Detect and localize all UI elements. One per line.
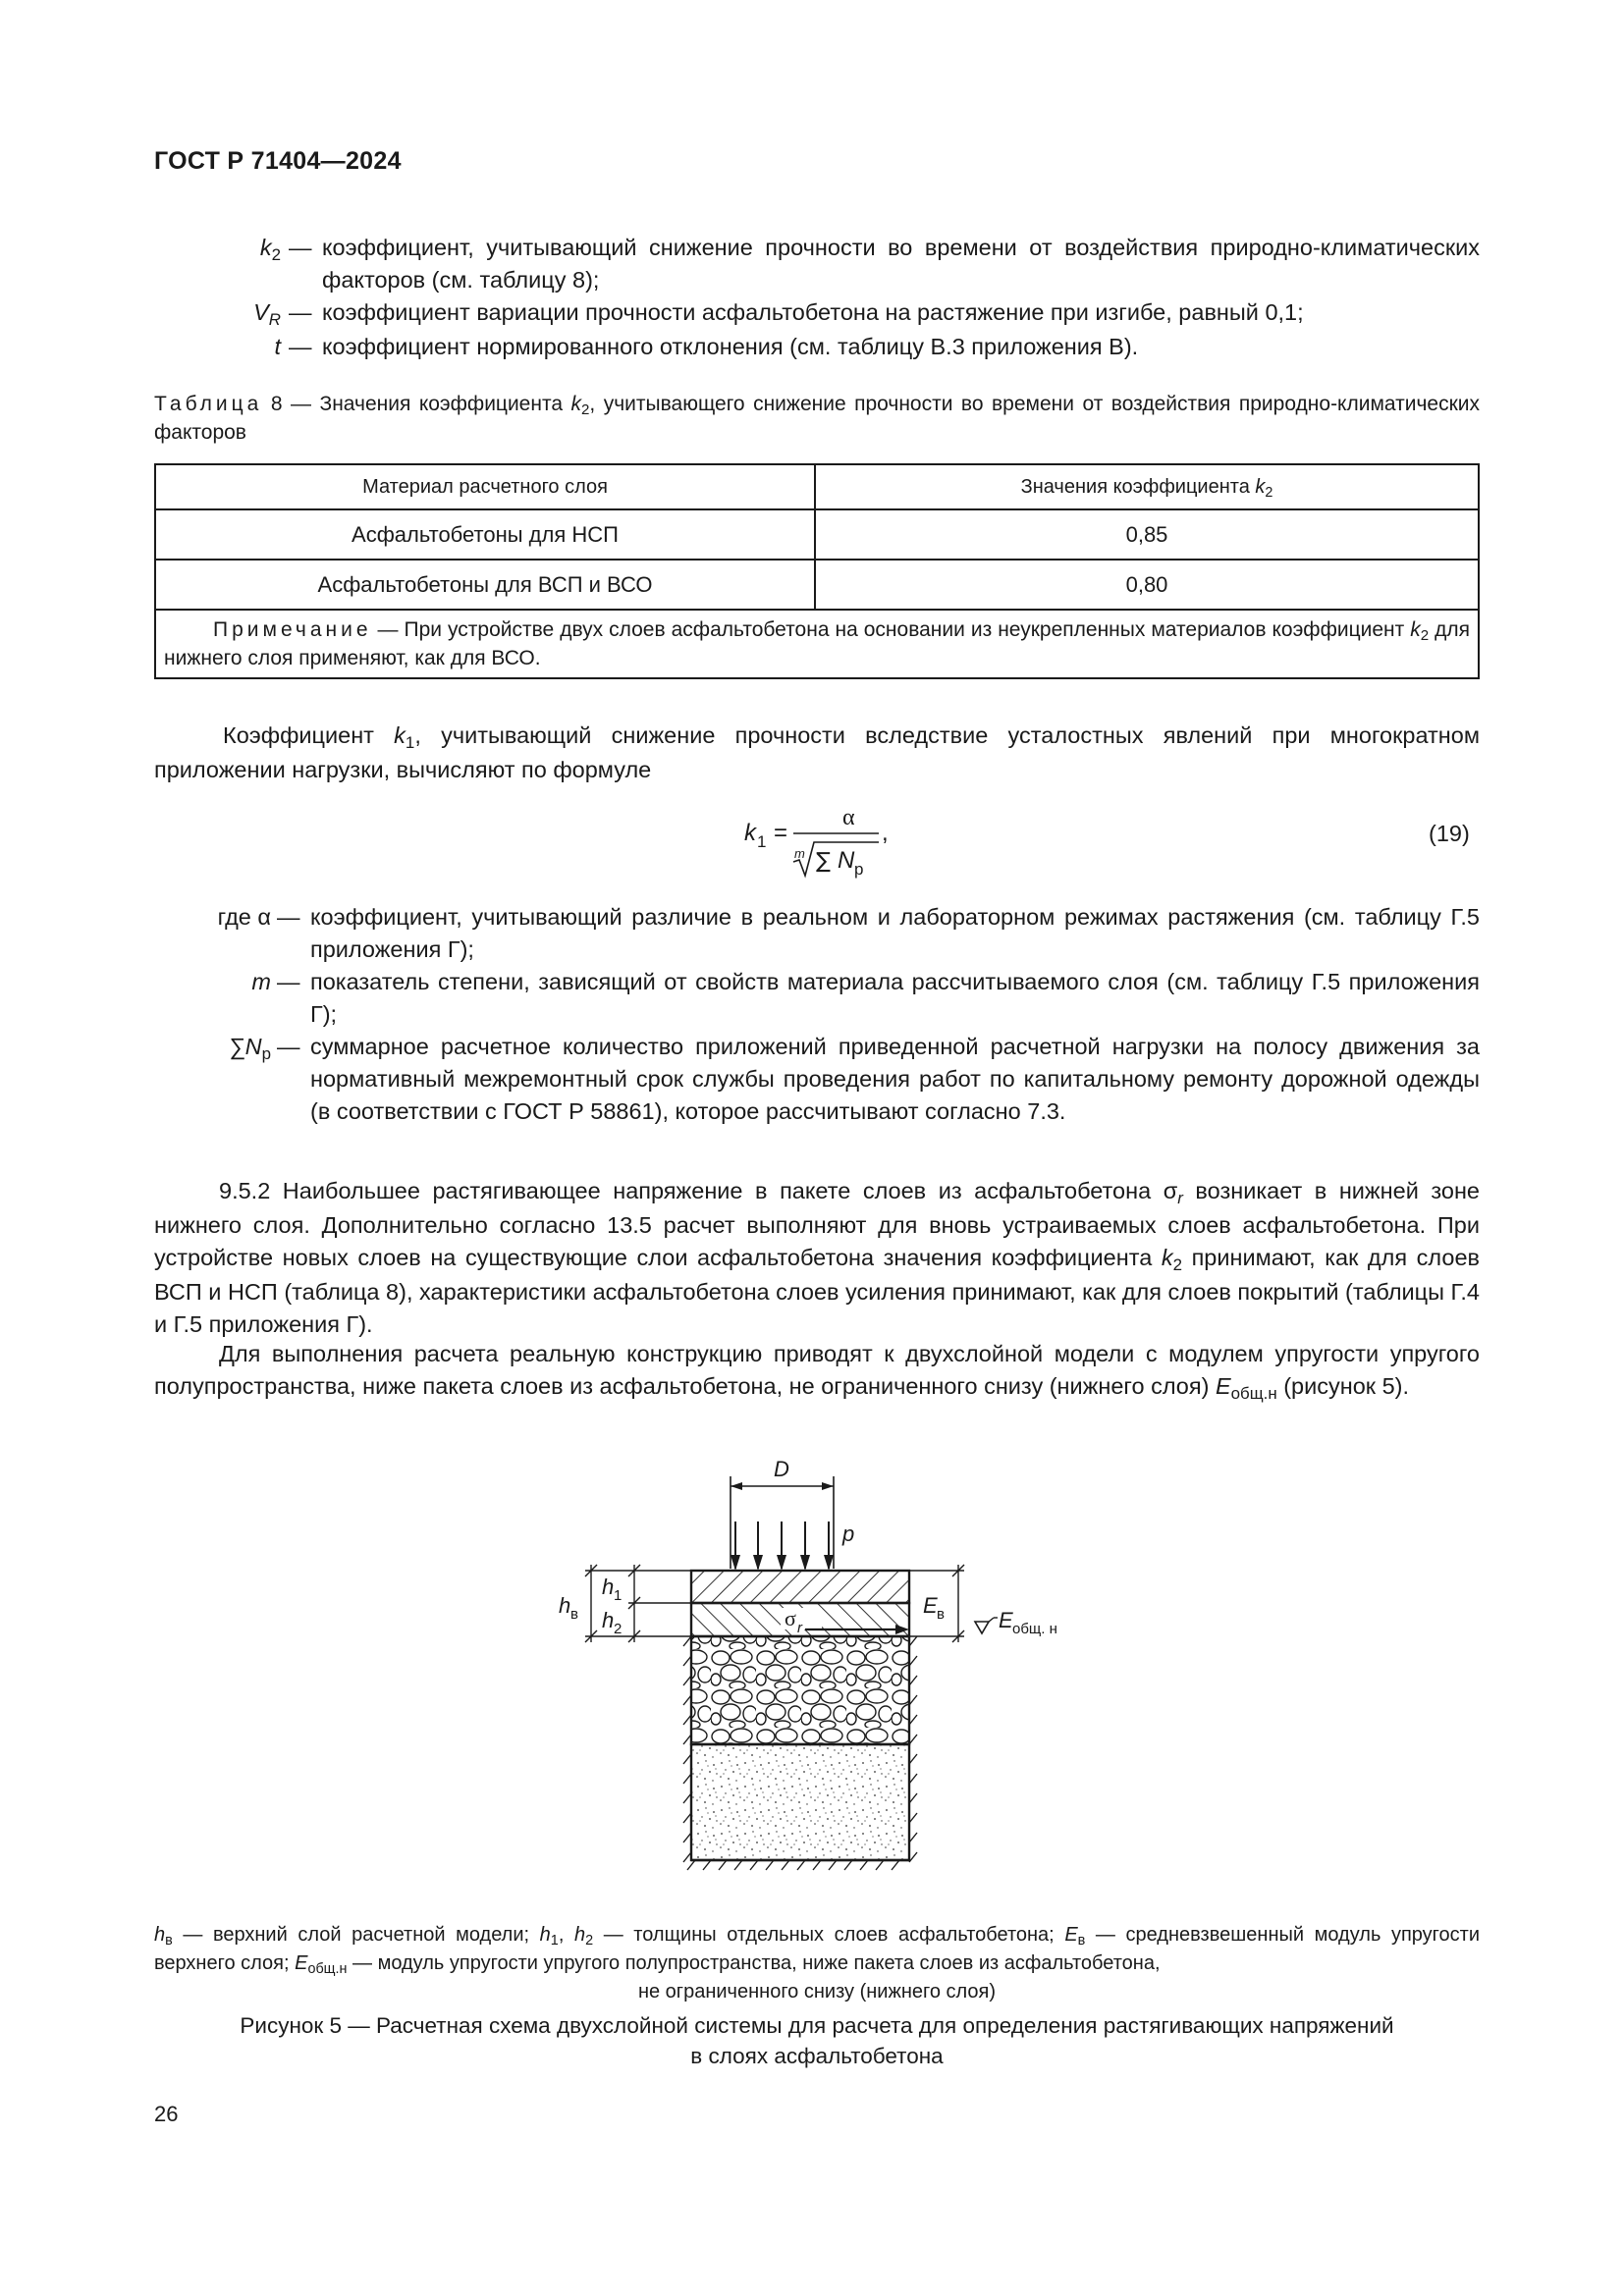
load-arrows <box>731 1522 834 1571</box>
table-cell: 0,85 <box>815 509 1479 560</box>
table-cell: 0,80 <box>815 560 1479 610</box>
figure-5-diagram <box>530 1453 1110 1904</box>
label-eb-sub: в <box>937 1606 945 1623</box>
paragraph-9-5-2: 9.5.2 Наибольшее растягивающее напряжение в пакете слоев из асфальтобетона $\sigma_r$ возникает в нижней зоне нижнего слоя. Дополнительно согласно 13.5 расчет выполняют для вновь устраиваемых слоев асфальтобетона. При устройстве новых слоев на существующие слои асфальтобетона значения коэффициента $k_2$ принимают, как для слоев ВСП и НСП (таблица 8), характеристики асфальтобетона слоев усиления принимают, как для слоев покрытий (таблицы Г.4 и Г.5 приложения Г). <box>154 1178 1480 1337</box>
formula-lhs-sub: 1 <box>757 832 767 851</box>
definition-dash: — <box>289 235 312 260</box>
where-item: m — показатель степени, зависящий от свойств материала рассчитываемого слоя (см. таблицу Г.5 приложения Г); <box>154 966 1480 1031</box>
table-8 <box>154 463 1480 679</box>
table-row <box>155 509 1479 560</box>
table-caption-number: 8 <box>270 393 283 415</box>
table-row <box>155 560 1479 610</box>
label-p: p <box>842 1522 855 1546</box>
label-eb: E <box>923 1593 938 1618</box>
figure-legend: $h_в$ — верхний слой расчетной модели; $h_1$, $h_2$ — толщины отдельных слоев асфальтобетона; $E_в$ — средневзвешенный модуль упругости верхнего слоя; $E_{общ.н}$ — модуль упругости упругого полупространства, ниже пакета слоев из асфальтобетона, не ограниченного снизу (нижнего слоя) <box>154 1924 1480 2002</box>
label-sigma-sub: r <box>797 1620 802 1636</box>
layer-gravel <box>691 1636 909 1744</box>
table-note-row <box>155 610 1479 678</box>
paragraph-model: Для выполнения расчета реальную конструкцию приводят к двухслойной модели с модулем упругости упругого полупространства, ниже пакета слоев из асфальтобетона, не ограниченного снизу (нижнего слоя) $E_{общ.н}$ (рисунок 5). <box>154 1341 1480 1403</box>
label-hb: h <box>559 1593 571 1618</box>
label-d: D <box>774 1457 789 1481</box>
where-symbol: где α <box>217 904 271 930</box>
layer-h1 <box>691 1571 909 1603</box>
label-h2-sub: 2 <box>614 1621 623 1637</box>
table-header-cell: Материал расчетного слоя <box>155 464 815 509</box>
definition-item <box>154 232 1480 296</box>
table-caption-label: Таблица <box>154 393 263 415</box>
formula-lhs: k <box>744 820 756 846</box>
layer-sand <box>691 1744 909 1860</box>
definition-symbol-sub: 2 <box>271 244 281 264</box>
root-sign <box>793 842 879 876</box>
where-text: показатель степени, зависящий от свойств материала рассчитываемого слоя (см. таблицу Г.5 приложения Г); <box>310 969 1480 1027</box>
table-note: Примечание — При устройстве двух слоев асфальтобетона на основании из неукрепленных материалов коэффициент $k_2$ для нижнего слоя применяют, как для ВСО. <box>155 610 1479 678</box>
formula-19 <box>736 805 1129 893</box>
definition-symbol-sub: R <box>268 309 281 329</box>
definition-symbol: V <box>253 299 269 325</box>
document-header: ГОСТ Р 71404—2024 <box>154 147 402 175</box>
label-sigma: σ <box>785 1606 796 1630</box>
definition-symbol: k <box>259 235 272 260</box>
root-index: m <box>794 846 805 861</box>
table-header-cell: Значения коэффициента $k_2$ <box>815 464 1479 509</box>
table-cell: Асфальтобетоны для НСП <box>155 509 815 560</box>
formula-equals: = <box>774 820 788 846</box>
where-symbol: m <box>251 969 271 994</box>
formula-number: (19) <box>1429 821 1470 846</box>
definition-symbol: t <box>274 334 281 359</box>
where-list <box>154 901 1480 1128</box>
where-symbol: ∑N <box>228 1034 262 1059</box>
definition-text: коэффициент нормированного отклонения (см. таблицу В.3 приложения В). <box>322 334 1139 359</box>
definition-dash: — <box>289 299 312 325</box>
definition-item <box>154 296 1480 331</box>
label-h1-sub: 1 <box>614 1587 623 1604</box>
label-eobsh-sub: общ. н <box>1012 1621 1057 1637</box>
definition-text: коэффициент, учитывающий снижение прочности во времени от воздействия природно-климатических факторов (см. таблицу 8); <box>322 235 1480 293</box>
formula-numerator: α <box>842 805 855 830</box>
where-text: коэффициент, учитывающий различие в реальном и лабораторном режимах растяжения (см. таблицу Г.5 приложения Г); <box>310 904 1480 962</box>
label-eobsh: E <box>999 1608 1013 1632</box>
label-hb-sub: в <box>570 1606 578 1623</box>
where-item: $\sum N_р$ — суммарное расчетное количество приложений приведенной расчетной нагрузки на полосу движения за нормативный межремонтный срок службы проведения работ по капитальному ремонту дорожной одежды (в соответствии с ГОСТ Р 58861), которое рассчитывают согласно 7.3. <box>154 1031 1480 1128</box>
label-h1: h <box>602 1575 615 1599</box>
definition-text: коэффициент вариации прочности асфальтобетона на растяжение при изгибе, равный 0,1; <box>322 299 1304 325</box>
definitions-list <box>154 232 1480 363</box>
page-number: 26 <box>154 2102 179 2126</box>
definition-dash: — <box>289 334 312 359</box>
paragraph-k1: Коэффициент $k_1$, учитывающий снижение прочности вследствие усталостных явлений при многократном приложении нагрузки, вычисляют по формуле <box>154 722 1480 782</box>
table-caption: Таблица 8 — Значения коэффициента $k_2$, учитывающего снижение прочности во времени от воздействия природно-климатических факторов <box>154 393 1481 444</box>
table-cell: Асфальтобетоны для ВСП и ВСО <box>155 560 815 610</box>
label-h2: h <box>602 1608 615 1632</box>
figure-caption: Рисунок 5 — Расчетная схема двухслойной системы для расчета для определения растягивающих напряжений в слоях асфальтобетона <box>240 2013 1394 2068</box>
where-item: где α — коэффициент, учитывающий различие в реальном и лабораторном режимах растяжения (см. таблицу Г.5 приложения Г); <box>154 901 1480 966</box>
formula-n: N <box>838 847 855 874</box>
table-header-row <box>155 464 1479 509</box>
formula-n-sub: р <box>854 860 864 879</box>
where-text: суммарное расчетное количество приложений приведенной расчетной нагрузки на полосу движения за нормативный межремонтный срок службы проведения работ по капитальному ремонту дорожной одежды (в соответствии с ГОСТ Р 58861), которое рассчитывают согласно 7.3. <box>310 1034 1480 1124</box>
definition-item <box>154 331 1480 363</box>
formula-sum: ∑ <box>816 849 831 874</box>
formula-trailing: , <box>882 820 889 846</box>
ground-marker-icon <box>975 1622 989 1633</box>
